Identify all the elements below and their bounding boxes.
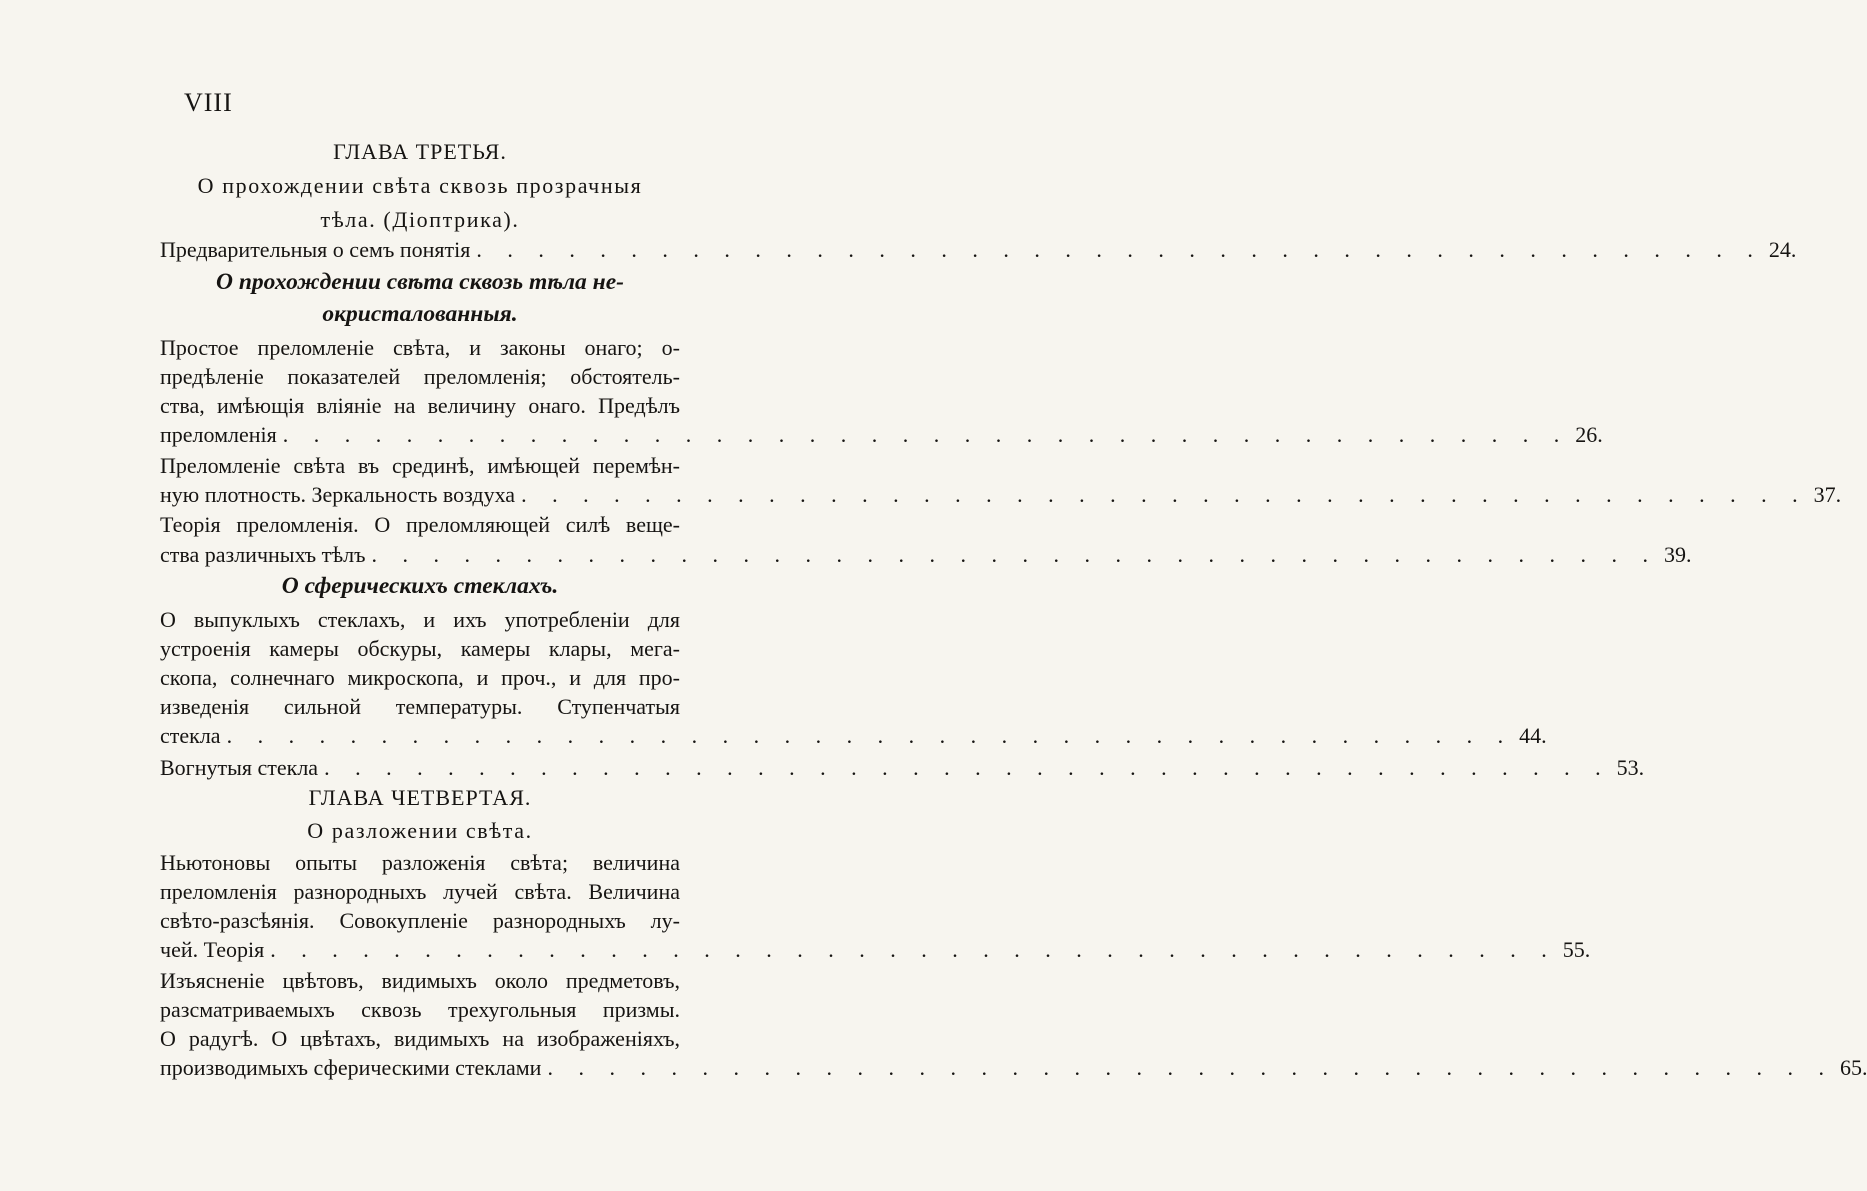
toc-entry (160, 934, 1591, 966)
section-heading-1-line-1: О прохождении свѣта сквозь тѣла не- (215, 269, 624, 295)
toc-entry-text-line: О выпуклыхъ стеклахъ, и ихъ употребленіи для (160, 607, 680, 632)
toc-entry-text-line: свѣто-разсѣянія. Совокупленіе разнородныхъ лу- (160, 908, 680, 933)
toc-entry-text-line: ства, имѣющія вліяніе на величину онаго. Предѣлъ (160, 393, 680, 418)
toc-entry (160, 752, 1645, 784)
dot-leader: . . . . . . . . . . . . . . . . . . . . . . . . . . . . . . . . . . . . . . . . . . (226, 723, 1514, 748)
toc-entry-text-line: изведенія сильной температуры. Ступенчатыя (160, 694, 680, 719)
toc-entry-text: стекла (160, 723, 221, 748)
dot-leader: . . . . . . . . . . . . . . . . . . . . . . . . . . . . . . . . . . . . . . . . . . (521, 482, 1808, 507)
chapter-4-heading: ГЛАВА ЧЕТВЕРТАЯ. (308, 785, 532, 810)
toc-entry-text-line: Ньютоновы опыты разложенія свѣта; величина (160, 850, 680, 875)
toc-entry (160, 479, 1842, 511)
toc-entry-text-line: Преломленіе свѣта въ срединѣ, имѣющей перемѣн- (160, 453, 680, 478)
dot-leader: . . . . . . . . . . . . . . . . . . . . . . . . . . . . . . . . . . . . . . . . . . (371, 542, 1659, 567)
toc-entry-text: ную плотность. Зеркальность воздуха (160, 482, 516, 507)
toc-page-number: 65. (1839, 1055, 1867, 1080)
page-number: VIII (184, 88, 233, 117)
toc-entry-text: чей. Теорія (160, 937, 265, 962)
toc-entry-text-line: устроенія камеры обскуры, камеры клары, мега- (160, 636, 680, 661)
chapter-3-title-line-1: О прохождении свѣта сквозь прозрачныя (197, 173, 643, 198)
chapter-3-heading: ГЛАВА ТРЕТЬЯ. (333, 139, 507, 164)
chapter-3-title-line-2: тѣла. (Діоптрика). (320, 207, 520, 232)
toc-entry-text-line: О радугѣ. О цвѣтахъ, видимыхъ на изображеніяхъ, (160, 1026, 680, 1051)
toc-entry-text: Предварительныя о семъ понятія (160, 237, 471, 262)
chapter-4-title: О разложении свѣта. (307, 818, 533, 843)
toc-entry-text-line: Изъясненіе цвѣтовъ, видимыхъ около предметовъ, (160, 968, 680, 993)
dot-leader: . . . . . . . . . . . . . . . . . . . . . . . . . . . . . . . . . . . . . . . . . . (282, 422, 1570, 447)
toc-entry-intro (160, 234, 1797, 266)
toc-entry-text-line: предѣленіе показателей преломленія; обстоятель- (160, 364, 680, 389)
toc-entry-text: производимыхъ сферическими стеклами (160, 1055, 542, 1080)
section-heading-1-line-2: окристалованныя. (322, 301, 518, 327)
toc-entry-text-line: Простое преломленіе свѣта, и законы онаго; о- (160, 335, 680, 360)
toc-entry (160, 720, 1547, 752)
toc-entry-text-line: разсматриваемыхъ сквозь трехугольныя призмы. (160, 997, 680, 1022)
dot-leader: . . . . . . . . . . . . . . . . . . . . . . . . . . . . . . . . . . . . . . . . . . (270, 937, 1557, 962)
toc-entry (160, 539, 1692, 571)
toc-page-number: 39. (1664, 542, 1692, 567)
toc-entry-text: Вогнутыя стекла (160, 755, 319, 780)
toc-entry-text: ства различныхъ тѣлъ (160, 542, 366, 567)
dot-leader: . . . . . . . . . . . . . . . . . . . . . . . . . . . . . . . . . . . . . . . . . . (324, 755, 1611, 780)
toc-entry-text-line: Теорія преломленія. О преломляющей силѣ веще- (160, 512, 680, 537)
toc-page-number: 44. (1519, 723, 1547, 748)
toc-page-number: 55. (1562, 937, 1591, 962)
toc-entry (160, 419, 1603, 451)
toc-page-number: 37. (1813, 482, 1842, 507)
toc-entry-text-line: скопа, солнечнаго микроскопа, и проч., и для про- (160, 665, 680, 690)
toc-entry-text-line: преломленія разнородныхъ лучей свѣта. Величина (160, 879, 680, 904)
toc-entry (160, 1052, 1867, 1084)
dot-leader: . . . . . . . . . . . . . . . . . . . . . . . . . . . . . . . . . . . . . . . . . . (476, 237, 1763, 262)
dot-leader: . . . . . . . . . . . . . . . . . . . . . . . . . . . . . . . . . . . . . . . . . . (547, 1055, 1834, 1080)
toc-page-number: 26. (1575, 422, 1603, 447)
toc-entry-text: преломленія (160, 422, 277, 447)
toc-page-number: 53. (1616, 755, 1645, 780)
section-heading-2: О сферическихъ стеклахъ. (281, 573, 559, 599)
toc-page-number: 24. (1768, 237, 1797, 262)
